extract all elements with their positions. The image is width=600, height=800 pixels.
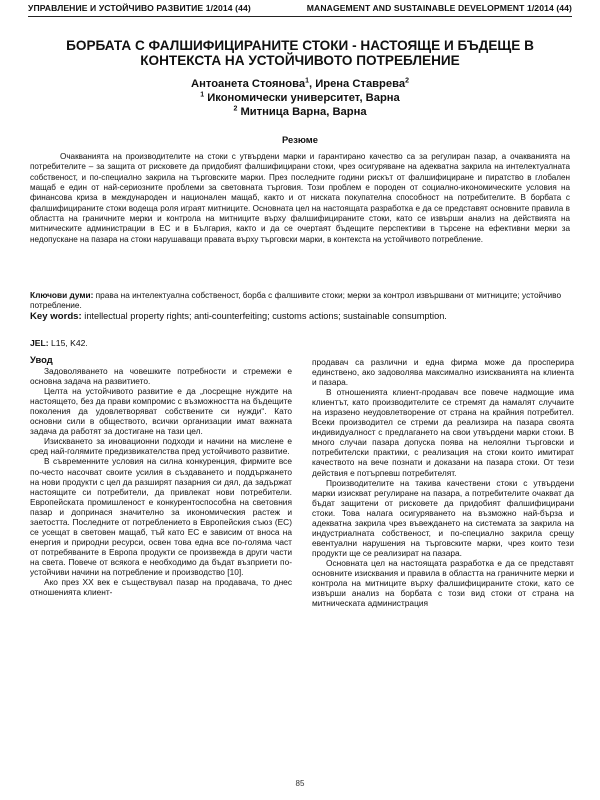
- keywords-block: [30, 290, 570, 322]
- body-column-left: [30, 355, 292, 597]
- keywords-bg-text: права на интелектуална собственост, борба с фалшивите стоки; мерки за контрол извършвани от митниците; устойчиво потребление.: [30, 290, 562, 311]
- body-paragraph: Задоволяването на човешките потребности и стремежи е основна задача на развитието.: [30, 366, 292, 387]
- keywords-bg-label: Ключови думи:: [30, 290, 94, 300]
- keywords-en: [30, 311, 570, 322]
- body-paragraph: Изискването за иновационни подходи и начини на мислене е сред най-голямите предизвикателства пред устойчивото развитие.: [30, 436, 292, 457]
- author-1: Антоанета Стоянова: [191, 78, 306, 90]
- author-names: [60, 78, 540, 92]
- author-2-marker: 2: [405, 77, 409, 85]
- body-column-right: [312, 357, 574, 608]
- body-paragraph: В отношенията клиент-продавач все повече надмощие има клиентът, като производителите се стремят да намалят случаите на изразено неудовлетворение от страна на крайния потребител. Всеки производител се стреми да реализира на пазара своята индивидуалност с предлагането на свои утвърдени марки стоки. В много случаи пазара допуска поява на нелоялни търговски и потребителски практики, с реализация на стоки които имитират качеството на вече познати и доказани на пазара стоки. От тези действия е потърпевш потребителят.: [312, 387, 574, 478]
- affiliation-1-text: Икономически университет, Варна: [204, 91, 400, 104]
- jel-label: JEL:: [30, 338, 49, 348]
- running-header-left: УПРАВЛЕНИЕ И УСТОЙЧИВО РАЗВИТИЕ 1/2014 (44): [28, 3, 251, 13]
- affiliation-2-marker: 2: [233, 104, 238, 112]
- section-heading-introduction: Увод: [30, 354, 53, 365]
- body-paragraph: Ако през XX век е съществувал пазар на продавача, то днес отношенията клиент-: [30, 577, 292, 598]
- body-paragraph-continued: продавач са различни и една фирма може да просперира единствено, ако задоволява максимално изискванията на клиента и пазара.: [312, 357, 574, 388]
- keywords-bg: [30, 290, 570, 311]
- keywords-en-text: intellectual property rights; anti-counterfeiting; customs actions; sustainable consumption.: [81, 310, 447, 321]
- body-paragraph: В съвременните условия на силна конкуренция, фирмите все по-често насочват своите усилия в създаването и поддържането на нови продукти с цел да разширят пазарния си дял, да задържат настоящите си потребители, да привлекат нови потребители. Европейската промишленост е конкурентоспособна на световния пазар и допринася значително за икономическия растеж и заетостта. Последните от потреблението в Европейския съюз (ЕС) се усещат в световен мащаб, тъй като ЕС е зависим от вноса на енергия и природни ресурси, освен това една все по-голяма част от потребяваните в Европа продукти се произвежда в други части на света. Повече от всякога е необходимо да бъдат възприети по-устойчиви начини на потребление и производство [10].: [30, 456, 292, 577]
- abstract-text: Очакванията на производителите на стоки с утвърдени марки и гарантирано качество са за регулиран пазар, а очакванията на потребителите – за защита от рисковете да придобият фалшифицирани стоки, чрез осигуряване на адекватна закрила на интелектуалната собственост, и по-специално закрила на търговските марки. През последните години рискът от фалшифициране и пиратство в глобален мащаб е един от най-сериозните проблеми за световната търговия. Този проблем е породен от социално-икономическите условия на финансова криза в международен и национален мащаб, както и от ниската покупателна способност на потребителите. В борбата с фалшифицираните стоки водеща роля играят митниците. Основната цел на настоящата разработка е да се представят основните правила в областта на граничните мерки и контрола на митниците върху фалшифицираните стоки, като се извърши анализ на действията на митническите администрации в ЕС и в България, както и да се очертаят бъдещите перспективи в търсене на ефективни мерки за недопускане на пазара на стоки нарушаващи правата върху търговски марки, в контекста на устойчивото потребление.: [30, 152, 570, 244]
- paper-title-line-1: БОРБАТА С ФАЛШИФИЦИРАНИТЕ СТОКИ - НАСТОЯЩЕ И БЪДЕЩЕ В: [66, 38, 534, 53]
- author-2: , Ирена Ставрева: [308, 78, 406, 90]
- affiliation-1: [60, 92, 540, 106]
- affiliation-2-text: Митница Варна, Варна: [237, 105, 367, 118]
- running-header-right: MANAGEMENT AND SUSTAINABLE DEVELOPMENT 1/2014 (44): [306, 3, 572, 13]
- author-1-marker: 1: [305, 77, 309, 85]
- body-paragraph: Основната цел на настоящата разработка е да се представят основните изисквания и правила в областта на граничните мерки и контрола на митниците върху фалшифицираните стоки, като се извърши анализ на борбата с този вид стоки от страна на митническата администрация: [312, 557, 574, 609]
- affiliation-1-marker: 1: [200, 91, 205, 99]
- body-paragraph: Производителите на такива качествени стоки с утвърдени марки изискват регулиране на пазара, а потребителите очакват да бъдат защитени от рисковете да придобият фалшифицирани стоки. Това налага осигуряването на възможно най-бърза и адекватна закрила чрез въвеждането на системата за закрила на индустриалната собственост, и по-специално закрила срещу евентуални нарушения на търговските марки, чрез които тези продукти ще се реализират на пазара.: [312, 477, 574, 558]
- jel-codes: [30, 338, 88, 348]
- affiliation-2: [60, 106, 540, 120]
- keywords-en-label: Key words:: [30, 310, 82, 322]
- abstract-heading: Резюме: [282, 134, 318, 145]
- jel-text: L15, K42.: [48, 338, 88, 348]
- body-paragraph: Целта на устойчивото развитие е да „посрещне нуждите на настоящето, без да прави компромис с възможността на бъдещите поколения да удовлетворяват собствените си нужди“. Като основни сили в обществото, всички организации имат важната задача да работят за достигане на тази цел.: [30, 386, 292, 437]
- paper-title: [40, 38, 560, 68]
- page-number: 85: [295, 779, 305, 788]
- paper-title-line-2: КОНТЕКСТА НА УСТОЙЧИВОТО ПОТРЕБЛЕНИЕ: [140, 53, 460, 68]
- authors-block: [60, 78, 540, 119]
- running-header: [28, 3, 572, 17]
